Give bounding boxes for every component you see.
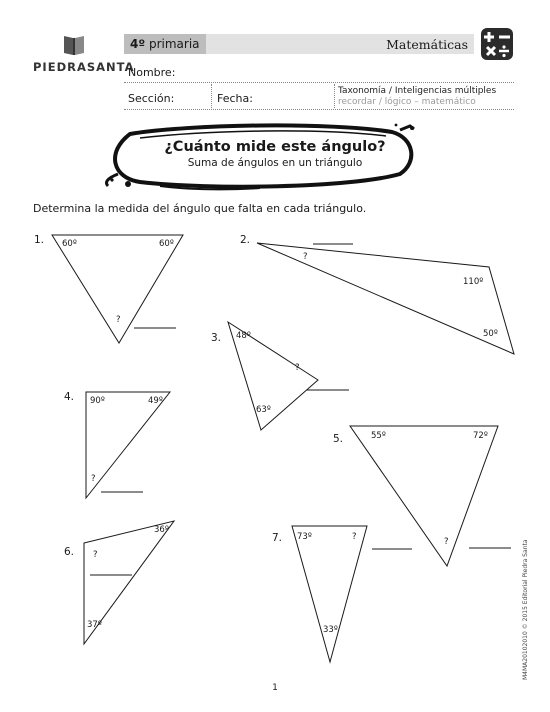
triangle-4 xyxy=(64,391,170,498)
triangle-2-angle-b: 110º xyxy=(463,277,484,287)
triangle-4-angle-b: 49º xyxy=(148,396,163,406)
triangle-5-angle-a: 55º xyxy=(371,431,386,441)
instruction-text: Determina la medida del ángulo que falta en cada triángulo. xyxy=(33,202,367,215)
triangle-2 xyxy=(240,234,514,354)
page-subtitle: Suma de ángulos en un triángulo xyxy=(187,157,363,169)
triangle-7-angle-a: 73º xyxy=(297,532,312,542)
copyright-text: M4MA20102010 © 2015 Editorial Piedra Santa xyxy=(522,539,529,680)
triangle-7-number: 7. xyxy=(272,532,283,544)
grade-number: 4º xyxy=(130,37,146,51)
page-title: ¿Cuánto mide este ángulo? xyxy=(164,139,386,155)
triangle-5 xyxy=(333,426,511,566)
page-number: 1 xyxy=(272,683,278,693)
triangle-7-angle-b: ? xyxy=(352,532,357,542)
triangle-6-angle-b: 36º xyxy=(154,525,169,535)
triangle-3-number: 3. xyxy=(211,332,222,344)
taxonomy-title: Taxonomía / Inteligencias múltiples xyxy=(338,86,497,96)
name-label: Nombre: xyxy=(128,66,176,79)
triangle-1-angle-b: 60º xyxy=(159,239,174,249)
subject-title: Matemáticas xyxy=(386,37,468,52)
triangle-7 xyxy=(272,526,412,662)
date-label: Fecha: xyxy=(217,92,253,105)
triangle-2-angle-c: 50º xyxy=(483,329,498,339)
section-label: Sección: xyxy=(128,92,175,105)
triangle-1-number: 1. xyxy=(34,234,45,246)
triangle-1 xyxy=(34,234,183,343)
publisher-logo: PIEDRASANTA xyxy=(33,60,135,74)
triangle-5-number: 5. xyxy=(333,433,344,445)
triangle-4-angle-c: ? xyxy=(91,474,96,484)
taxonomy-subtitle: recordar / lógico – matemático xyxy=(338,97,476,107)
triangle-3-angle-a: 48º xyxy=(236,331,251,341)
triangle-3-angle-b: ? xyxy=(295,363,300,373)
triangle-7-angle-c: 33º xyxy=(323,625,338,635)
triangle-2-number: 2. xyxy=(240,234,251,246)
triangle-4-number: 4. xyxy=(64,391,75,403)
triangle-3-angle-c: 63º xyxy=(256,405,271,415)
triangle-6 xyxy=(64,521,174,644)
triangle-5-angle-c: ? xyxy=(444,537,449,547)
triangle-4-angle-a: 90º xyxy=(90,396,105,406)
triangle-2-angle-a: ? xyxy=(303,252,308,262)
grade-level: primaria xyxy=(148,37,200,51)
triangle-3 xyxy=(211,322,349,430)
triangle-6-angle-a: ? xyxy=(93,550,98,560)
triangle-6-number: 6. xyxy=(64,546,75,558)
triangle-5-angle-b: 72º xyxy=(473,431,488,441)
triangle-1-angle-a: 60º xyxy=(62,239,77,249)
triangle-1-angle-c: ? xyxy=(116,315,121,325)
triangle-6-angle-c: 37º xyxy=(87,620,102,630)
